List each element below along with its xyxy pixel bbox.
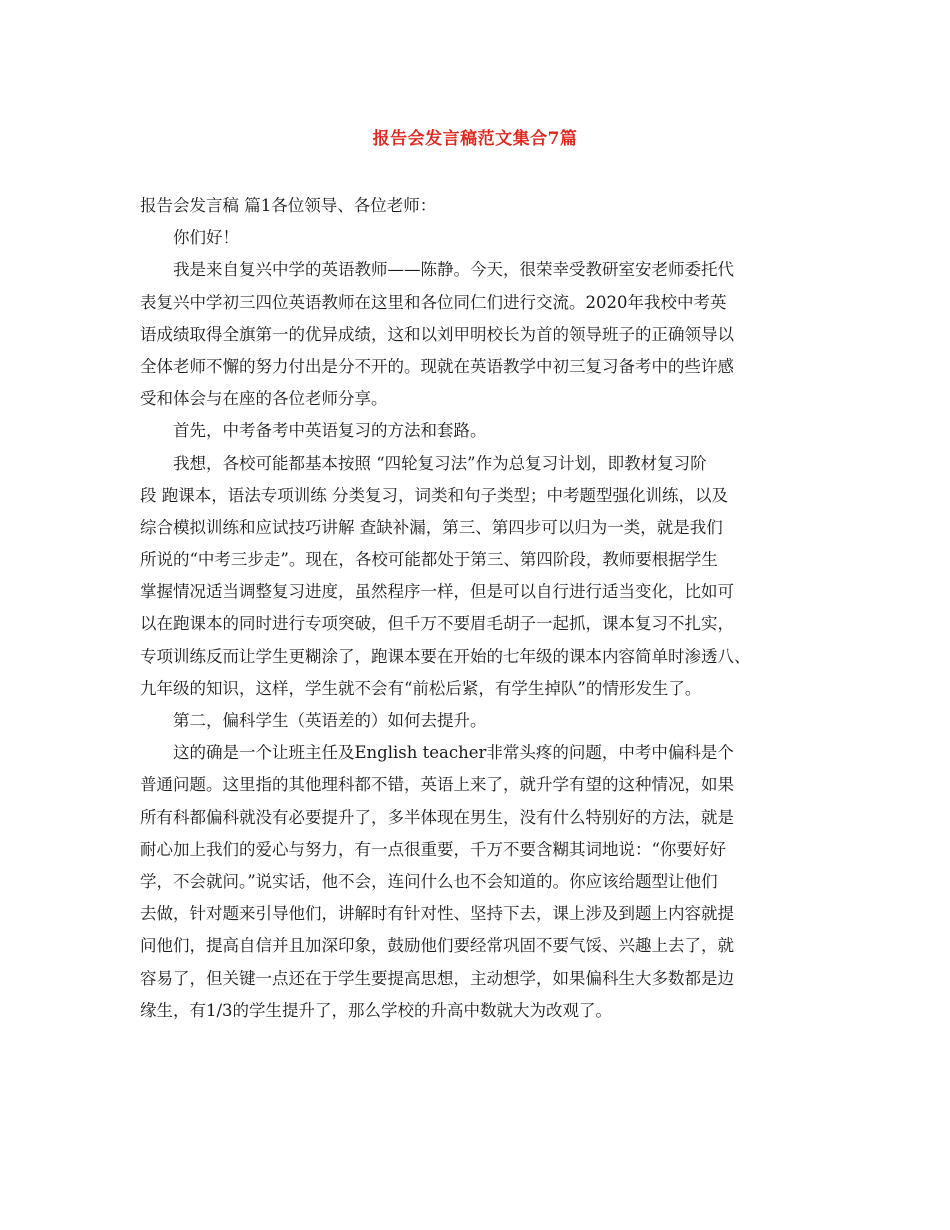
text-line: 段 跑课本，语法专项训练 分类复习，词类和句子类型；中考题型强化训练，以及 (140, 485, 728, 505)
text-line: 缘生，有1/3的学生提升了，那么学校的升高中数就大为改观了。 (140, 1000, 613, 1020)
text-line: 耐心加上我们的爱心与努力，有一点很重要，千万不要含糊其词地说：“你要好好 (140, 839, 726, 859)
text-line: 容易了，但关键一点还在于学生要提高思想，主动想学，如果偏科生大多数都是边 (140, 968, 734, 988)
text-line: 学，不会就问。”说实话，他不会，连问什么也不会知道的。你应该给题型让他们 (140, 871, 718, 891)
text-line: 以在跑课本的同时进行专项突破，但千万不要眉毛胡子一起抓，课本复习不扎实， (140, 614, 734, 634)
text-line: 掌握情况适当调整复习进度，虽然程序一样，但是可以自行进行适当变化，比如可 (140, 582, 734, 602)
text-line: 第二，偏科学生（英语差的）如何去提升。 (173, 711, 487, 730)
text-line: 专项训练反而让学生更糊涂了，跑课本要在开始的七年级的课本内容简单时渗透八、 (140, 646, 751, 666)
text-line: 九年级的知识，这样，学生就不会有“前松后紧，有学生掉队”的情形发生了。 (140, 678, 702, 698)
page-title: 报告会发言稿范文集合7篇 (372, 129, 578, 149)
text-line: 表复兴中学初三四位英语教师在这里和各位同仁们进行交流。2020年我校中考英 (140, 292, 727, 312)
text-line: 我是来自复兴中学的英语教师——陈静。今天，很荣幸受教研室安老师委托代 (173, 260, 734, 280)
text-line: 综合模拟训练和应试技巧讲解 查缺补漏，第三、第四步可以归为一类，就是我们 (140, 517, 723, 537)
text-line: 所说的“中考三步走”。现在，各校可能都处于第三、第四阶段，教师要根据学生 (140, 550, 718, 570)
text-line: 全体老师不懈的努力付出是分不开的。现就在英语教学中初三复习备考中的些许感 (140, 356, 734, 376)
text-line: 报告会发言稿 篇1各位领导、各位老师： (140, 196, 437, 215)
document-body (140, 190, 830, 1027)
text-line: 所有科都偏科就没有必要提升了，多半体现在男生，没有什么特别好的方法，就是 (140, 807, 734, 827)
text-line: 去做，针对题来引导他们，讲解时有针对性、坚持下去，课上涉及到题上内容就提 (140, 904, 734, 924)
text-line: 我想，各校可能都基本按照 “四轮复习法”作为总复习计划，即教材复习阶 (173, 453, 707, 473)
text-line: 问他们，提高自信并且加深印象，鼓励他们要经常巩固不要气馁、兴趣上去了，就 (140, 936, 734, 956)
text-line: 受和体会与在座的各位老师分享。 (140, 389, 388, 409)
text-line: 这的确是一个让班主任及English teacher非常头疼的问题，中考中偏科是个 (173, 743, 734, 763)
text-line: 首先，中考备考中英语复习的方法和套路。 (173, 421, 487, 441)
text-line: 普通问题。这里指的其他理科都不错，英语上来了，就升学有望的这种情况，如果 (140, 775, 734, 795)
text-line: 语成绩取得全旗第一的优异成绩，这和以刘甲明校长为首的领导班子的正确领导以 (140, 324, 734, 344)
text-line: 你们好！ (173, 228, 239, 248)
